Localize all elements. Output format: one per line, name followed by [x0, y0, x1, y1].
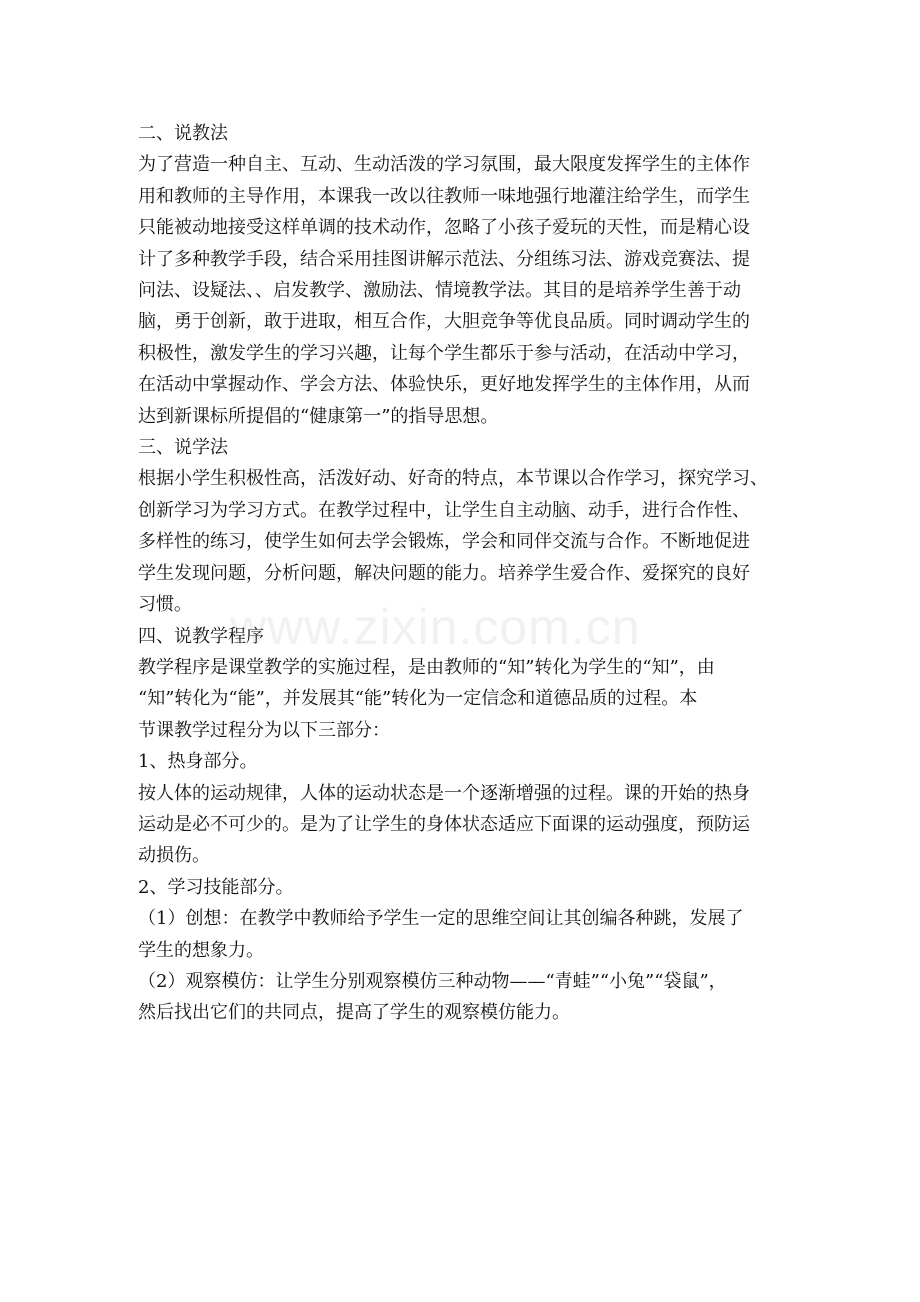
- watermark-text: www.zixin.com.cn: [230, 599, 641, 655]
- paragraph-line: 计了多种教学手段，结合采用挂图讲解示范法、分组练习法、游戏竞赛法、提: [138, 248, 750, 270]
- paragraph-line: “知”转化为“能”，并发展其“能”转化为一定信念和道德品质的过程。本: [138, 688, 698, 710]
- paragraph-line: 习惯。: [138, 594, 192, 616]
- paragraph-line: 运动是必不可少的。是为了让学生的身体状态适应下面课的运动强度，预防运: [138, 813, 750, 835]
- paragraph-line: 创新学习为学习方式。在教学过程中，让学生自主动脑、动手，进行合作性、: [138, 499, 750, 521]
- paragraph-line: 学生发现问题，分析问题，解决问题的能力。培养学生爱合作、爱探究的良好: [138, 562, 750, 584]
- paragraph-line: 为了营造一种自主、互动、生动活泼的学习氛围，最大限度发挥学生的主体作: [138, 154, 750, 176]
- section-heading-teaching-method: 二、说教法: [138, 123, 228, 144]
- paragraph-line: 达到新课标所提倡的“健康第一”的指导思想。: [138, 405, 499, 427]
- paragraph-line: 然后找出它们的共同点，提高了学生的观察模仿能力。: [138, 1002, 570, 1024]
- paragraph-line: 只能被动地接受这样单调的技术动作，忽略了小孩子爱玩的天性，而是精心设: [138, 217, 750, 239]
- paragraph-line: 根据小学生积极性高，活泼好动、好奇的特点，本节课以合作学习，探究学习、: [138, 468, 768, 490]
- paragraph-line: 脑，勇于创新，敢于进取，相互合作，大胆竞争等优良品质。同时调动学生的: [138, 311, 750, 333]
- paragraph-line: 问法、设疑法、、启发教学、激励法、情境教学法。其目的是培养学生善于动: [138, 280, 741, 302]
- paragraph-line: 节课教学过程分为以下三部分：: [138, 719, 390, 741]
- paragraph-line: （2）观察模仿：让学生分别观察模仿三种动物——“青蛙”“小兔”“袋鼠”，: [138, 970, 727, 992]
- subheading-warmup: 1、热身部分。: [138, 751, 258, 773]
- paragraph-line: 在活动中掌握动作、学会方法、体验快乐，更好地发挥学生的主体作用，从而: [138, 374, 750, 396]
- paragraph-line: 积极性，激发学生的学习兴趣，让每个学生都乐于参与活动，在活动中学习，: [138, 342, 750, 364]
- paragraph-line: 教学程序是课堂教学的实施过程，是由教师的“知”转化为学生的“知”，由: [138, 656, 715, 678]
- section-heading-teaching-procedure: 四、说教学程序: [138, 625, 264, 647]
- section-heading-learning-method: 三、说学法: [138, 437, 228, 459]
- subheading-skill-learning: 2、学习技能部分。: [138, 876, 294, 898]
- paragraph-line: （1）创想：在教学中教师给予学生一定的思维空间让其创编各种跳，发展了: [138, 908, 744, 930]
- paragraph-line: 多样性的练习，使学生如何去学会锻炼，学会和同伴交流与合作。不断地促进: [138, 531, 750, 553]
- paragraph-line: 学生的想象力。: [138, 939, 264, 961]
- paragraph-line: 用和教师的主导作用，本课我一改以往教师一味地强行地灌注给学生，而学生: [138, 185, 750, 207]
- paragraph-line: 按人体的运动规律，人体的运动状态是一个逐渐增强的过程。课的开始的热身: [138, 782, 750, 804]
- document-body: [138, 118, 788, 1029]
- paragraph-line: 动损伤。: [138, 845, 210, 867]
